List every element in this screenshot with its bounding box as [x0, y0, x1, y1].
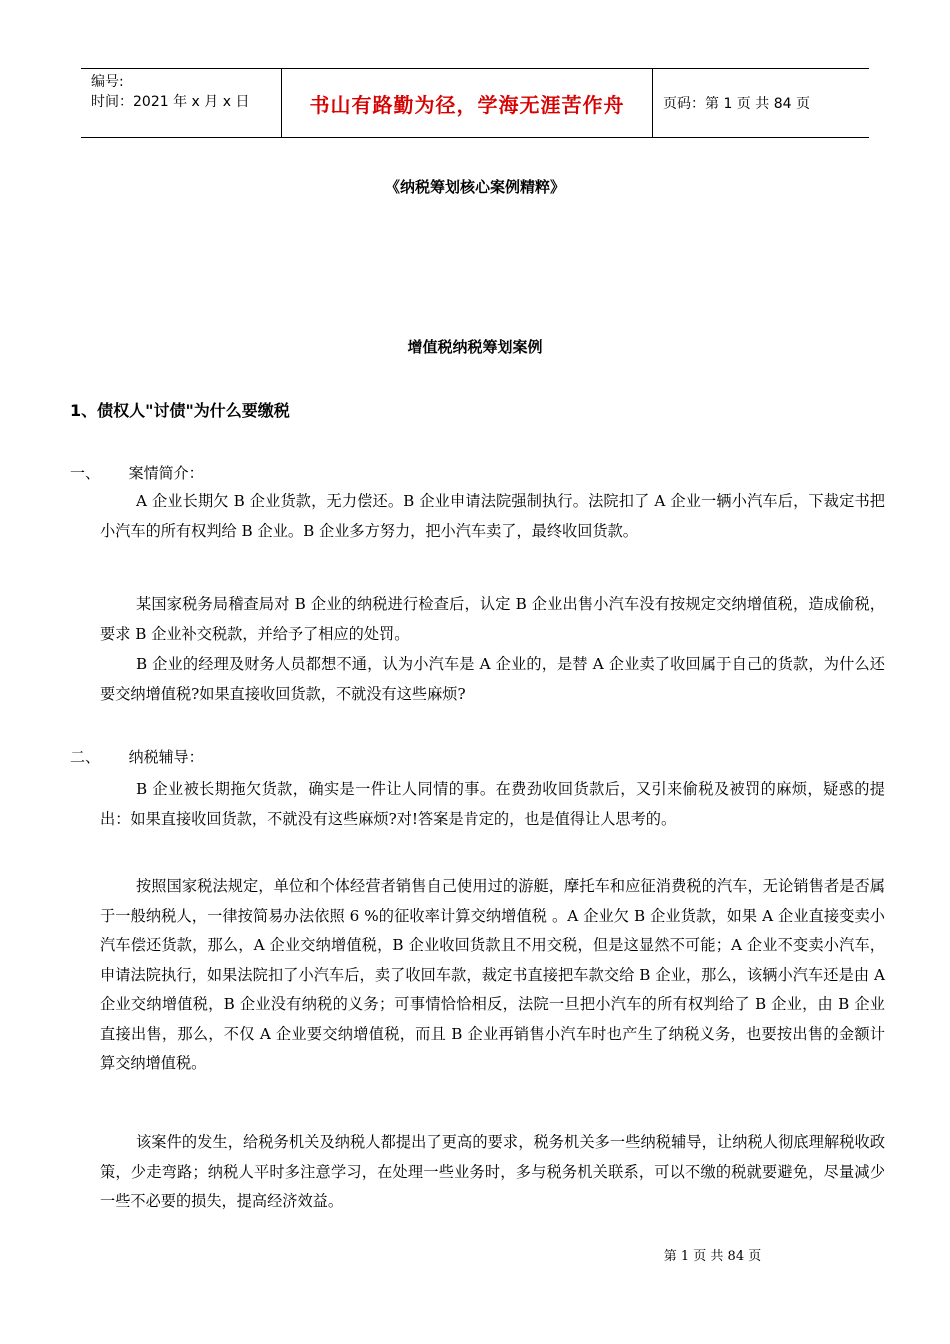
part1-heading: 一、 案情简介：: [70, 464, 204, 482]
document-title: 《纳税筹划核心案例精粹》: [384, 178, 565, 196]
part2-heading: 二、 纳税辅导：: [70, 748, 204, 766]
case-title: 1、债权人"讨债"为什么要缴税: [70, 401, 290, 420]
part1-paragraph: B 企业的经理及财务人员都想不通，认为小汽车是 A 企业的，是替 A 企业卖了收回属于自己的货款，为什么还要交纳增值税?如果直接收回货款，不就没有这些麻烦?: [100, 655, 885, 703]
header-table: [81, 68, 869, 138]
header-left-cell: [81, 69, 281, 137]
header-motto-cell: [281, 69, 653, 137]
header-motto: 书山有路勤为径，学海无涯苦作舟: [309, 92, 625, 117]
part1-paragraph: A 企业长期欠 B 企业货款，无力偿还。B 企业申请法院强制执行。法院扣了 A 企业一辆小汽车后，下裁定书把小汽车的所有权判给 B 企业。B 企业多方努力，把小汽车卖了，最终收回货款。: [100, 492, 885, 540]
header-page-label: 页码：第 1 页 共 84 页: [663, 96, 810, 112]
header-page-cell: [653, 69, 869, 137]
document-date-label: 时间：2021 年 x 月 x 日: [91, 94, 250, 110]
section-title: 增值税纳税筹划案例: [407, 338, 543, 356]
document-number-label: 编号:: [91, 74, 124, 90]
part2-paragraph: B 企业被长期拖欠货款，确实是一件让人同情的事。在费劲收回货款后，又引来偷税及被罚的麻烦，疑惑的提出：如果直接收回货款，不就没有这些麻烦?对!答案是肯定的，也是值得让人思考的。: [100, 780, 885, 828]
part1-paragraph: 某国家税务局稽查局对 B 企业的纳税进行检查后，认定 B 企业出售小汽车没有按规定交纳增值税，造成偷税，要求 B 企业补交税款，并给予了相应的处罚。: [100, 595, 885, 643]
footer-page-number: 第 1 页 共 84 页: [663, 1249, 762, 1264]
page-footer: [0, 1245, 950, 1264]
part2-paragraph: 该案件的发生，给税务机关及纳税人都提出了更高的要求，税务机关多一些纳税辅导，让纳税人彻底理解税收政策，少走弯路；纳税人平时多注意学习，在处理一些业务时，多与税务机关联系，可以不缴的税就要避免，尽量减少一些不必要的损失，提高经济效益。: [100, 1133, 885, 1210]
part2-paragraph: 按照国家税法规定，单位和个体经营者销售自己使用过的游艇，摩托车和应征消费税的汽车，无论销售者是否属于一般纳税人，一律按简易办法依照 6 %的征收率计算交纳增值税 。A 企业欠 B 企业货款，如果 A 企业直接变卖小汽车偿还货款，那么，A 企业交纳增值税，B 企业收回货款且不用交税，但是这显然不可能；A 企业不变卖小汽车，申请法院执行，如果法院扣了小汽车后，卖了收回车款，裁定书直接把车款交给 B 企业，那么，该辆小汽车还是由 A 企业交纳增值税，B 企业没有纳税的义务；可事情恰恰相反，法院一旦把小汽车的所有权判给了 B 企业，由 B 企业直接出售，那么，不仅 A 企业要交纳增值税，而且 B 企业再销售小汽车时也产生了纳税义务，也要按出售的金额计算交纳增值税。: [100, 877, 885, 1072]
